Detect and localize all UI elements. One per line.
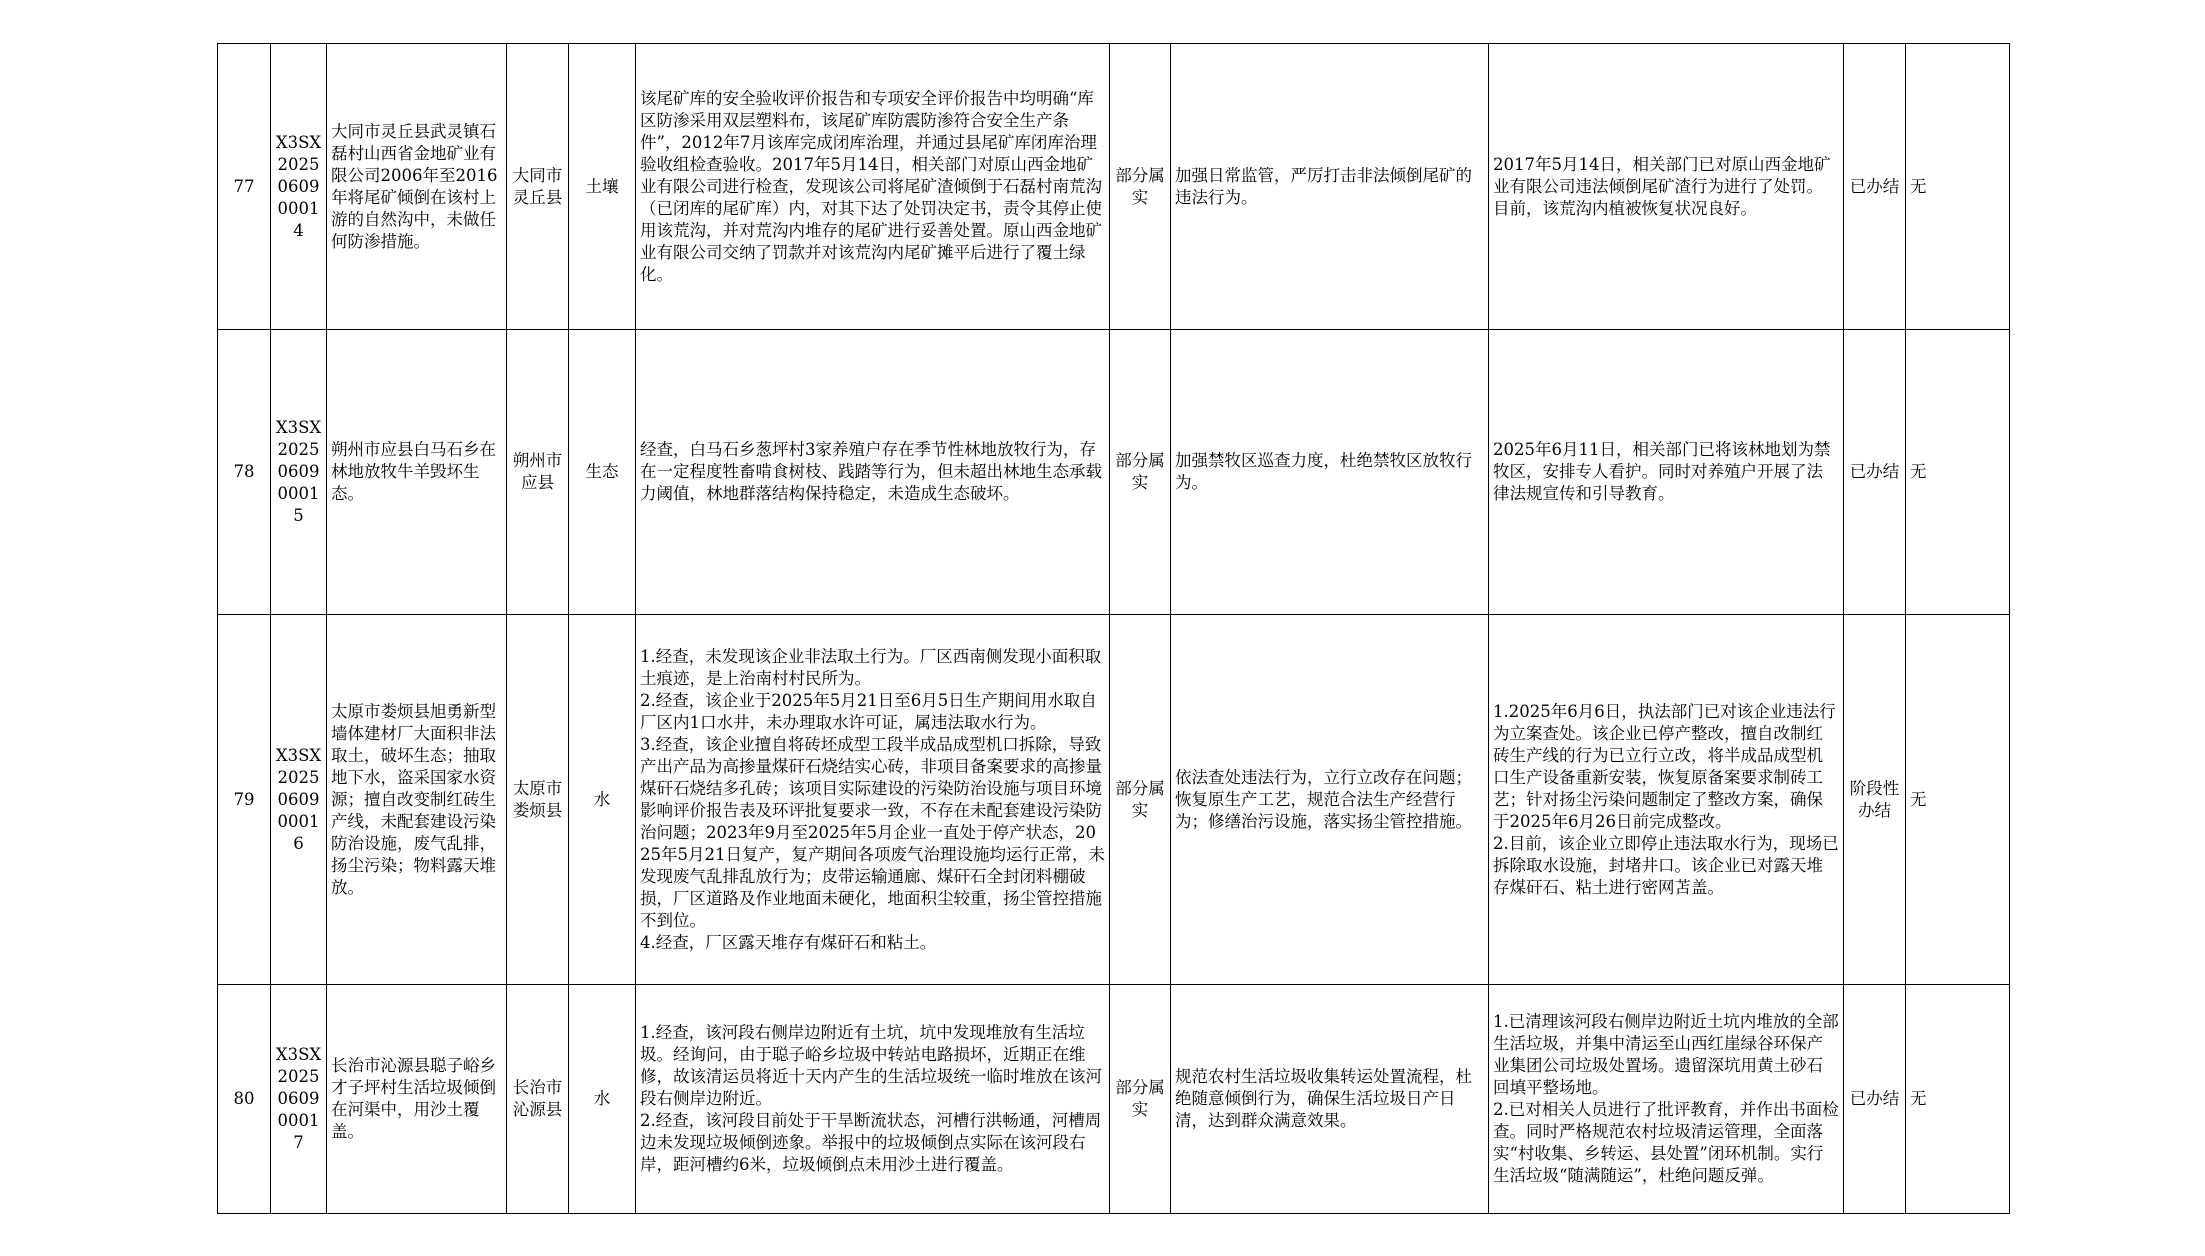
accountability: 无 <box>1906 44 2010 330</box>
complaint-content: 朔州市应县白马石乡在林地放牧牛羊毁坏生态。 <box>327 330 507 615</box>
handling-measures: 规范农村生活垃圾收集转运处置流程，杜绝随意倾倒行为，确保生活垃圾日产日清，达到群众满意效果。 <box>1171 985 1489 1214</box>
case-code: X3SX2025060900017 <box>271 985 327 1214</box>
case-status: 已办结 <box>1844 44 1906 330</box>
region: 大同市灵丘县 <box>507 44 569 330</box>
table-row <box>218 985 2010 1214</box>
row-number: 79 <box>218 615 271 985</box>
handling-measures: 加强日常监管，严厉打击非法倾倒尾矿的违法行为。 <box>1171 44 1489 330</box>
complaint-content: 长治市沁源县聪子峪乡才子坪村生活垃圾倾倒在河渠中，用沙土覆盖。 <box>327 985 507 1214</box>
pollution-type: 水 <box>569 615 636 985</box>
accountability: 无 <box>1906 615 2010 985</box>
complaint-content: 大同市灵丘县武灵镇石磊村山西省金地矿业有限公司2006年至2016年将尾矿倾倒在该村上游的自然沟中，未做任何防渗措施。 <box>327 44 507 330</box>
row-number: 77 <box>218 44 271 330</box>
complaints-table <box>217 43 2010 1214</box>
handling-result: 2025年6月11日，相关部门已将该林地划为禁牧区，安排专人看护。同时对养殖户开展了法律法规宣传和引导教育。 <box>1489 330 1844 615</box>
pollution-type: 土壤 <box>569 44 636 330</box>
region: 太原市娄烦县 <box>507 615 569 985</box>
pollution-type: 生态 <box>569 330 636 615</box>
handling-result: 2017年5月14日，相关部门已对原山西金地矿业有限公司违法倾倒尾矿渣行为进行了处罚。目前，该荒沟内植被恢复状况良好。 <box>1489 44 1844 330</box>
investigation-finding: 1.经查，未发现该企业非法取土行为。厂区西南侧发现小面积取土痕迹，是上治南村村民所为。 2.经查，该企业于2025年5月21日至6月5日生产期间用水取自厂区内1口水井，未办理取水许可证，属违法取水行为。 3.经查，该企业擅自将砖坯成型工段半成品成型机口拆除，导致产出产品为高掺量煤矸石烧结实心砖，非项目备案要求的高掺量煤矸石烧结多孔砖；该项目实际建设的污染防治设施与项目环境影响评价报告表及环评批复要求一致，不存在未配套建设污染防治问题；2023年9月至2025年5月企业一直处于停产状态，2025年5月21日复产，复产期间各项废气治理设施均运行正常，未发现废气乱排乱放行为；皮带运输通廊、煤矸石全封闭料棚破损，厂区道路及作业地面未硬化，地面积尘较重，扬尘管控措施不到位。 4.经查，厂区露天堆存有煤矸石和粘土。 <box>636 615 1110 985</box>
case-code: X3SX2025060900016 <box>271 615 327 985</box>
table-row <box>218 330 2010 615</box>
handling-measures: 依法查处违法行为，立行立改存在问题；恢复原生产工艺，规范合法生产经营行为；修缮治污设施，落实扬尘管控措施。 <box>1171 615 1489 985</box>
investigation-finding: 该尾矿库的安全验收评价报告和专项安全评价报告中均明确“库区防渗采用双层塑料布，该尾矿库防震防渗符合安全生产条件”，2012年7月该库完成闭库治理，并通过县尾矿库闭库治理验收组检查验收。2017年5月14日，相关部门对原山西金地矿业有限公司进行检查，发现该公司将尾矿渣倾倒于石磊村南荒沟（已闭库的尾矿库）内，对其下达了处罚决定书，责令其停止使用该荒沟，并对荒沟内堆存的尾矿进行妥善处置。原山西金地矿业有限公司交纳了罚款并对该荒沟内尾矿摊平后进行了覆土绿化。 <box>636 44 1110 330</box>
verdict: 部分属实 <box>1110 330 1171 615</box>
region: 朔州市应县 <box>507 330 569 615</box>
case-code: X3SX2025060900015 <box>271 330 327 615</box>
investigation-finding: 1.经查，该河段右侧岸边附近有土坑，坑中发现堆放有生活垃圾。经询问，由于聪子峪乡垃圾中转站电路损坏，近期正在维修，故该清运员将近十天内产生的生活垃圾统一临时堆放在该河段右侧岸边附近。 2.经查，该河段目前处于干旱断流状态，河槽行洪畅通，河槽周边未发现垃圾倾倒迹象。举报中的垃圾倾倒点实际在该河段右岸，距河槽约6米，垃圾倾倒点未用沙土进行覆盖。 <box>636 985 1110 1214</box>
table-row <box>218 615 2010 985</box>
accountability: 无 <box>1906 330 2010 615</box>
row-number: 78 <box>218 330 271 615</box>
verdict: 部分属实 <box>1110 615 1171 985</box>
handling-measures: 加强禁牧区巡查力度，杜绝禁牧区放牧行为。 <box>1171 330 1489 615</box>
case-code: X3SX2025060900014 <box>271 44 327 330</box>
case-status: 已办结 <box>1844 985 1906 1214</box>
complaint-content: 太原市娄烦县旭勇新型墙体建材厂大面积非法取土，破坏生态；抽取地下水，盗采国家水资源；擅自改变制红砖生产线，未配套建设污染防治设施，废气乱排，扬尘污染；物料露天堆放。 <box>327 615 507 985</box>
case-status: 已办结 <box>1844 330 1906 615</box>
accountability: 无 <box>1906 985 2010 1214</box>
region: 长治市沁源县 <box>507 985 569 1214</box>
pollution-type: 水 <box>569 985 636 1214</box>
handling-result: 1.已清理该河段右侧岸边附近土坑内堆放的全部生活垃圾，并集中清运至山西红崖绿谷环保产业集团公司垃圾处置场。遗留深坑用黄土砂石回填平整场地。 2.已对相关人员进行了批评教育，并作出书面检查。同时严格规范农村垃圾清运管理，全面落实“村收集、乡转运、县处置”闭环机制。实行生活垃圾“随满随运”，杜绝问题反弹。 <box>1489 985 1844 1214</box>
handling-result: 1.2025年6月6日，执法部门已对该企业违法行为立案查处。该企业已停产整改，擅自改制红砖生产线的行为已立行立改，将半成品成型机口生产设备重新安装，恢复原备案要求制砖工艺；针对扬尘污染问题制定了整改方案，确保于2025年6月26日前完成整改。 2.目前，该企业立即停止违法取水行为，现场已拆除取水设施，封堵井口。该企业已对露天堆存煤矸石、粘土进行密网苫盖。 <box>1489 615 1844 985</box>
case-status: 阶段性办结 <box>1844 615 1906 985</box>
verdict: 部分属实 <box>1110 985 1171 1214</box>
verdict: 部分属实 <box>1110 44 1171 330</box>
row-number: 80 <box>218 985 271 1214</box>
investigation-finding: 经查，白马石乡葱坪村3家养殖户存在季节性林地放牧行为，存在一定程度牲畜啃食树枝、践踏等行为，但未超出林地生态承载力阈值，林地群落结构保持稳定，未造成生态破坏。 <box>636 330 1110 615</box>
table-row <box>218 44 2010 330</box>
